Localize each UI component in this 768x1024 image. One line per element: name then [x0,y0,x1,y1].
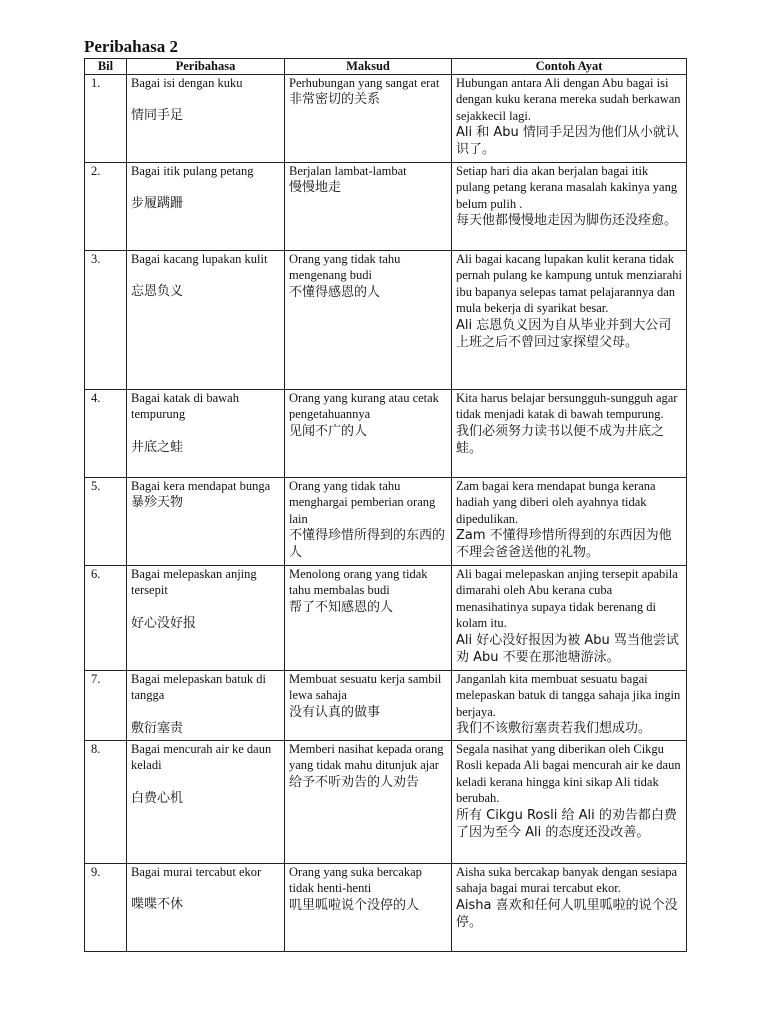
peribahasa-cell [127,163,285,251]
header-bil: Bil [85,59,127,75]
contoh-ayat-cell [452,390,687,478]
peribahasa-malay: Bagai melepaskan anjing tersepit [131,567,257,598]
maksud-cell [285,741,452,864]
contoh-ayat-cell [452,864,687,952]
contoh-malay: Janganlah kita membuat sesuatu bagai melepaskan batuk di tangga sahaja jika ingin berjaya. [456,672,681,719]
contoh-chinese: Ali 忘恩负义因为自从毕业并到大公司上班之后不曾回过家探望父母。 [456,317,672,350]
peribahasa-malay: Bagai kacang lupakan kulit [131,252,268,266]
contoh-malay: Aisha suka bercakap banyak dengan sesiapa sahaja bagai murai tercabut ekor. [456,865,678,896]
maksud-chinese: 不懂得感恩的人 [289,284,381,300]
peribahasa-malay: Bagai murai tercabut ekor [131,865,262,879]
contoh-chinese: 每天他都慢慢地走因为脚伤还没痊愈。 [456,213,678,229]
table-row [85,75,687,163]
maksud-chinese: 帮了不知感恩的人 [289,599,394,615]
maksud-malay: Menolong orang yang tidak tahu membalas budi [289,567,428,598]
maksud-cell [285,251,452,390]
contoh-ayat-cell [452,75,687,163]
peribahasa-malay: Bagai kera mendapat bunga [131,479,271,493]
row-number: 6. [85,566,127,671]
table-row [85,390,687,478]
peribahasa-cell [127,390,285,478]
header-peribahasa: Peribahasa [127,59,285,75]
peribahasa-cell [127,671,285,741]
table-row [85,566,687,671]
peribahasa-malay: Bagai mencurah air ke daun keladi [131,742,272,773]
peribahasa-chinese: 敷衍塞责 [131,720,184,736]
contoh-ayat-cell [452,671,687,741]
peribahasa-cell [127,566,285,671]
contoh-malay: Segala nasihat yang diberikan oleh Cikgu Rosli kepada Ali bagai mencurah air ke daun keladi kerana hingga kini sikap Ali tidak berubah. [456,742,681,806]
peribahasa-malay: Bagai isi dengan kuku [131,76,243,90]
table-row [85,478,687,566]
maksud-malay: Berjalan lambat-lambat [289,164,407,178]
header-contoh-ayat: Contoh Ayat [452,59,687,75]
contoh-malay: Ali bagai melepaskan anjing tersepit apabila dimarahi oleh Abu kerana cuba menasihatinya supaya tidak berenang di kolam itu. [456,567,678,631]
contoh-malay: Setiap hari dia akan berjalan bagai itik pulang petang kerana masalah kakinya yang belum pulih . [456,164,678,211]
maksud-chinese: 没有认真的做事 [289,704,381,720]
table-row [85,864,687,952]
maksud-cell [285,163,452,251]
peribahasa-chinese: 暴殄天物 [131,495,184,511]
contoh-malay: Zam bagai kera mendapat bunga kerana hadiah yang diberi oleh ayahnya tidak dipedulikan. [456,479,656,526]
maksud-cell [285,390,452,478]
contoh-chinese: 我们不该敷衍塞责若我们想成功。 [456,721,652,737]
maksud-malay: Orang yang tidak tahu menghargai pemberian orang lain [289,479,436,526]
row-number: 8. [85,741,127,864]
contoh-ayat-cell [452,566,687,671]
contoh-ayat-cell [452,741,687,864]
maksud-cell [285,75,452,163]
maksud-malay: Orang yang tidak tahu mengenang budi [289,252,401,283]
peribahasa-table [84,58,687,952]
maksud-cell [285,566,452,671]
peribahasa-malay: Bagai melepaskan batuk di tangga [131,672,267,703]
row-number: 4. [85,390,127,478]
peribahasa-cell [127,251,285,390]
row-number: 2. [85,163,127,251]
maksud-chinese: 叽里呱啦说个没停的人 [289,897,420,913]
document-page [84,36,686,952]
contoh-malay: Hubungan antara Ali dengan Abu bagai isi dengan kuku kerana mereka sudah berkawan sejakkecil lagi. [456,76,681,123]
header-maksud: Maksud [285,59,452,75]
table-row [85,163,687,251]
maksud-cell [285,864,452,952]
peribahasa-chinese: 好心没好报 [131,615,197,631]
peribahasa-cell [127,75,285,163]
contoh-chinese: Ali 好心没好报因为被 Abu 骂当他尝试劝 Abu 不要在那池塘游泳。 [456,632,679,665]
contoh-chinese: 所有 Cikgu Rosli 给 Ali 的劝告都白费了因为至今 Ali 的态度还没改善。 [456,807,677,840]
table-header-row [85,59,687,75]
maksud-cell [285,671,452,741]
maksud-malay: Membuat sesuatu kerja sambil lewa sahaja [289,672,442,703]
peribahasa-cell [127,478,285,566]
contoh-ayat-cell [452,251,687,390]
contoh-malay: Kita harus belajar bersungguh-sungguh agar tidak menjadi katak di bawah tempurung. [456,391,678,422]
peribahasa-chinese: 喋喋不休 [131,897,184,913]
maksud-malay: Perhubungan yang sangat erat [289,76,440,90]
maksud-chinese: 非常密切的关系 [289,92,381,108]
maksud-chinese: 不懂得珍惜所得到的东西的人 [289,528,446,561]
maksud-cell [285,478,452,566]
page-title: Peribahasa 2 [84,37,178,56]
maksud-chinese: 见闻不广的人 [289,423,368,439]
peribahasa-chinese: 白费心机 [131,790,184,806]
contoh-ayat-cell [452,163,687,251]
peribahasa-chinese: 忘恩负义 [131,284,184,300]
row-number: 7. [85,671,127,741]
contoh-chinese: Ali 和 Abu 情同手足因为他们从小就认识了。 [456,125,679,158]
table-row [85,251,687,390]
table-row [85,741,687,864]
maksud-chinese: 给予不听劝告的人劝告 [289,774,420,790]
row-number: 5. [85,478,127,566]
row-number: 9. [85,864,127,952]
maksud-malay: Orang yang suka bercakap tidak henti-henti [289,865,422,896]
contoh-chinese: Zam 不懂得珍惜所得到的东西因为他不理会爸爸送他的礼物。 [456,528,672,561]
contoh-chinese: 我们必须努力读书以便不成为井底之蛙。 [456,423,665,456]
peribahasa-cell [127,864,285,952]
maksud-malay: Memberi nasihat kepada orang yang tidak mahu ditunjuk ajar [289,742,444,773]
peribahasa-cell [127,741,285,864]
row-number: 1. [85,75,127,163]
contoh-chinese: Aisha 喜欢和任何人叽里呱啦的说个没停。 [456,897,678,930]
table-row [85,671,687,741]
peribahasa-chinese: 步履蹒跚 [131,196,184,212]
maksud-chinese: 慢慢地走 [289,180,342,196]
peribahasa-malay: Bagai itik pulang petang [131,164,254,178]
peribahasa-malay: Bagai katak di bawah tempurung [131,391,239,422]
peribahasa-chinese: 井底之蛙 [131,439,184,455]
maksud-malay: Orang yang kurang atau cetak pengetahuannya [289,391,439,422]
contoh-ayat-cell [452,478,687,566]
row-number: 3. [85,251,127,390]
peribahasa-chinese: 情同手足 [131,108,184,124]
contoh-malay: Ali bagai kacang lupakan kulit kerana tidak pernah pulang ke kampung untuk menziarahi ibu bapanya selepas tamat pelajarannya dan mula bekerja di syarikat besar. [456,252,682,316]
